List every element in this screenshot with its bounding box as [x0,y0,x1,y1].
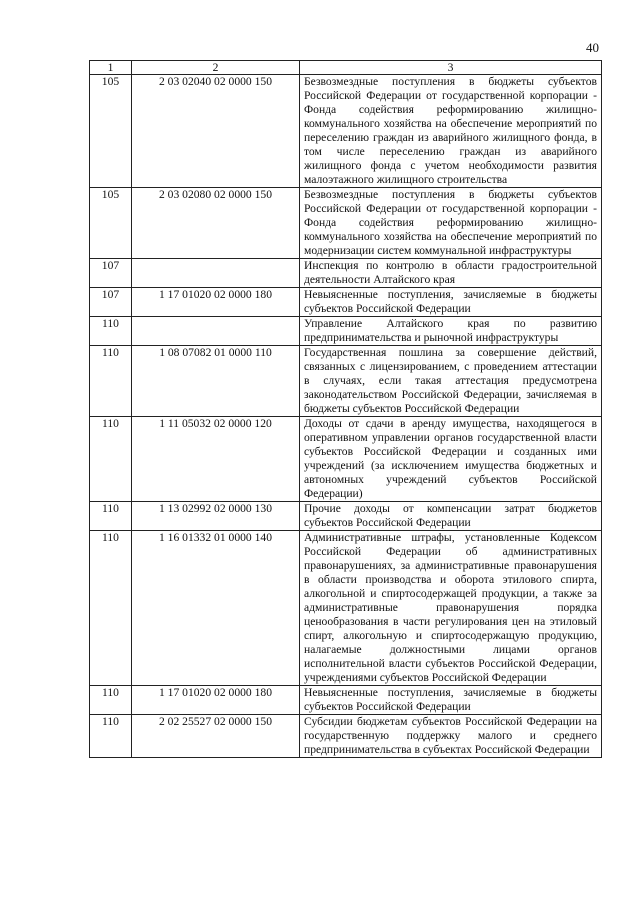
column-header-3: 3 [300,61,602,75]
table-row [90,75,602,188]
admin-code-cell: 110 [90,686,132,715]
revenue-code-cell [132,317,300,346]
revenue-code-cell: 1 16 01332 01 0000 140 [132,531,300,686]
revenue-name-cell: Безвозмездные поступления в бюджеты субъектов Российской Федерации от государственной корпорации - Фонда содействия реформированию жилищно-коммунального хозяйства на обеспечение мероприятий по модернизации систем коммунальной инфраструктуры [300,188,602,259]
revenue-name-cell: Прочие доходы от компенсации затрат бюджетов субъектов Российской Федерации [300,502,602,531]
revenue-name-cell: Невыясненные поступления, зачисляемые в бюджеты субъектов Российской Федерации [300,288,602,317]
revenue-name-cell: Управление Алтайского края по развитию предпринимательства и рыночной инфраструктуры [300,317,602,346]
table-row [90,715,602,758]
revenue-codes-table [89,60,602,758]
revenue-name-cell: Доходы от сдачи в аренду имущества, находящегося в оперативном управлении органов государственной власти субъектов Российской Федерации и созданных ими учреждений (за исключением имущества бюджетных и автономных учреждений субъектов Российской Федерации) [300,417,602,502]
revenue-code-cell: 1 11 05032 02 0000 120 [132,417,300,502]
revenue-code-cell: 1 17 01020 02 0000 180 [132,686,300,715]
revenue-name-cell: Невыясненные поступления, зачисляемые в бюджеты субъектов Российской Федерации [300,686,602,715]
admin-code-cell: 110 [90,346,132,417]
revenue-code-cell: 2 03 02080 02 0000 150 [132,188,300,259]
revenue-code-cell: 2 03 02040 02 0000 150 [132,75,300,188]
revenue-code-cell: 1 13 02992 02 0000 130 [132,502,300,531]
admin-code-cell: 110 [90,715,132,758]
table-row [90,531,602,686]
table-row [90,188,602,259]
page-number: 40 [586,40,599,55]
revenue-name-cell: Инспекция по контролю в области градостроительной деятельности Алтайского края [300,259,602,288]
table-row [90,346,602,417]
revenue-code-cell: 1 17 01020 02 0000 180 [132,288,300,317]
revenue-code-cell: 1 08 07082 01 0000 110 [132,346,300,417]
admin-code-cell: 105 [90,75,132,188]
admin-code-cell: 107 [90,259,132,288]
table-body [90,75,602,758]
admin-code-cell: 107 [90,288,132,317]
table-row [90,686,602,715]
revenue-code-cell [132,259,300,288]
admin-code-cell: 110 [90,417,132,502]
column-header-1: 1 [90,61,132,75]
table-row [90,417,602,502]
column-header-2: 2 [132,61,300,75]
revenue-name-cell: Административные штрафы, установленные Кодексом Российской Федерации об административных правонарушениях, за административные правонарушения в области производства и оборота этилового спирта, алкогольной и спиртосодержащей продукции, а также за административные правонарушения порядка ценообразования в части регулирования цен на этиловый спирт, алкогольную и спиртосодержащую продукцию, налагаемые должностными лицами органов исполнительной власти субъектов Российской Федерации, учреждениями субъектов Российской Федерации [300,531,602,686]
admin-code-cell: 105 [90,188,132,259]
table-row [90,288,602,317]
table-row [90,259,602,288]
table-row [90,317,602,346]
table-row [90,502,602,531]
table-header [90,61,602,75]
revenue-code-cell: 2 02 25527 02 0000 150 [132,715,300,758]
admin-code-cell: 110 [90,502,132,531]
header-row [90,61,602,75]
revenue-name-cell: Безвозмездные поступления в бюджеты субъектов Российской Федерации от государственной корпорации - Фонда содействия реформированию жилищно-коммунального хозяйства на обеспечение мероприятий по переселению граждан из аварийного жилищного фонда, в том числе переселению граждан из аварийного жилищного фонда с учетом необходимости развития малоэтажного жилищного строительства [300,75,602,188]
admin-code-cell: 110 [90,317,132,346]
admin-code-cell: 110 [90,531,132,686]
revenue-name-cell: Субсидии бюджетам субъектов Российской Федерации на государственную поддержку малого и среднего предпринимательства в субъектах Российской Федерации [300,715,602,758]
revenue-name-cell: Государственная пошлина за совершение действий, связанных с лицензированием, с проведением аттестации в случаях, если такая аттестация предусмотрена законодательством Российской Федерации, зачисляемая в бюджеты субъектов Российской Федерации [300,346,602,417]
